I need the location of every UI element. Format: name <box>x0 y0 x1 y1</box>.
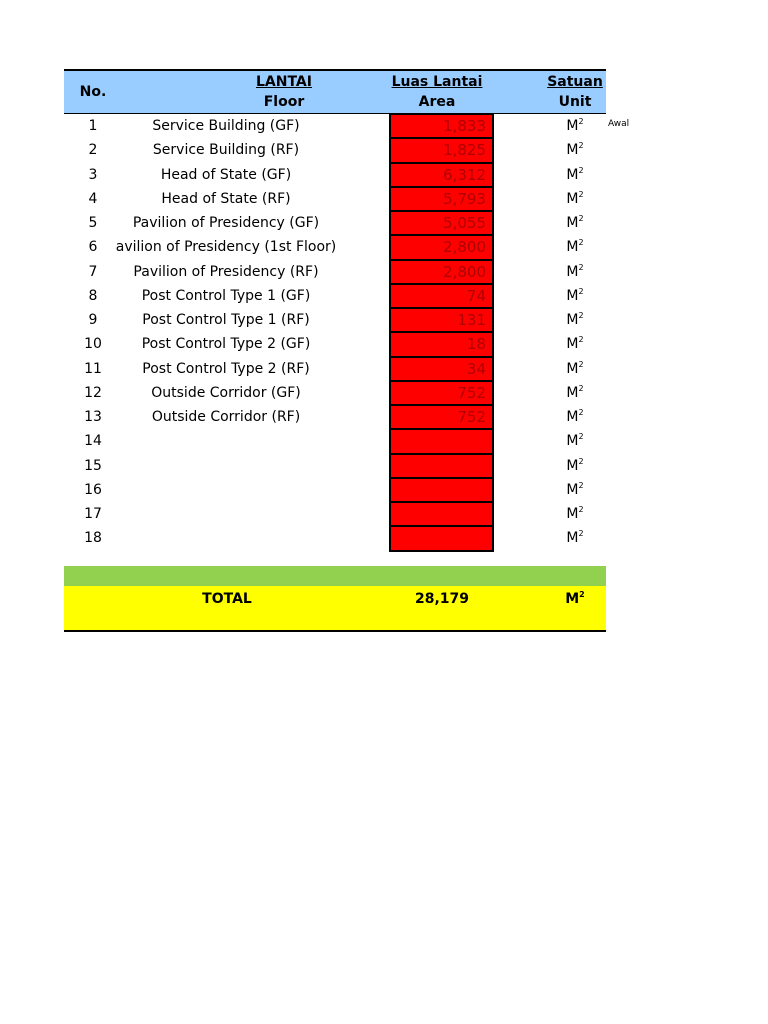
header-unit[interactable] <box>534 71 616 113</box>
area-cell[interactable]: 5,055 <box>389 211 494 235</box>
header-unit-id: Satuan <box>547 74 603 90</box>
area-table <box>64 69 630 607</box>
row-number[interactable]: 16 <box>84 481 102 498</box>
header-floor-id: LANTAI <box>256 74 312 90</box>
unit-base: M <box>565 591 580 607</box>
area-cell[interactable]: 131 <box>389 308 494 332</box>
unit-superscript: 2 <box>578 335 584 345</box>
unit-cell[interactable] <box>534 478 616 502</box>
note-cell[interactable]: Awal <box>608 119 630 129</box>
unit-superscript: 2 <box>578 480 584 490</box>
unit-base: M <box>566 142 579 159</box>
unit-superscript: 2 <box>578 432 584 442</box>
row-number[interactable]: 14 <box>84 433 102 450</box>
floor-cell[interactable]: avilion of Presidency (1st Floor) <box>115 239 337 256</box>
area-cell[interactable]: 2,800 <box>389 235 494 259</box>
header-floor-en: Floor <box>263 94 305 110</box>
floor-cell[interactable]: Post Control Type 2 (RF) <box>142 360 310 377</box>
floor-cell[interactable]: Service Building (RF) <box>152 142 300 159</box>
floor-cell[interactable]: Post Control Type 1 (GF) <box>141 287 311 304</box>
row-number[interactable]: 5 <box>88 215 98 231</box>
floor-cell[interactable]: Post Control Type 2 (GF) <box>141 336 311 353</box>
floor-cell[interactable]: Outside Corridor (RF) <box>151 409 301 425</box>
unit-base: M <box>566 409 579 425</box>
table-row <box>64 114 630 138</box>
unit-cell[interactable] <box>534 332 616 356</box>
table-row <box>64 235 606 259</box>
table-row <box>64 163 606 187</box>
unit-base: M <box>566 360 579 377</box>
unit-cell[interactable] <box>534 429 616 453</box>
area-cell[interactable]: 34 <box>389 357 494 381</box>
header-row <box>64 69 606 114</box>
row-number[interactable]: 4 <box>88 190 98 207</box>
floor-cell[interactable]: Pavilion of Presidency (RF) <box>133 263 319 280</box>
table-row <box>64 211 606 235</box>
separator-row[interactable] <box>64 566 606 586</box>
table-row <box>64 138 606 162</box>
total-row <box>64 586 606 632</box>
table-row <box>64 381 606 405</box>
header-area-en: Area <box>418 94 456 110</box>
area-cell[interactable]: 752 <box>389 405 494 429</box>
unit-base: M <box>566 312 579 328</box>
area-cell[interactable] <box>389 526 494 551</box>
unit-base: M <box>566 118 579 134</box>
area-cell[interactable] <box>389 478 494 502</box>
header-area[interactable] <box>389 71 485 113</box>
area-cell[interactable]: 1,825 <box>389 138 494 162</box>
table-row <box>64 502 606 526</box>
unit-superscript: 2 <box>578 117 584 126</box>
unit-cell[interactable] <box>534 235 616 259</box>
unit-superscript: 2 <box>578 529 584 539</box>
unit-base: M <box>566 506 579 522</box>
area-cell[interactable]: 2,800 <box>389 260 494 284</box>
table-row <box>64 526 606 550</box>
floor-cell[interactable]: Pavilion of Presidency (GF) <box>132 215 320 231</box>
unit-cell[interactable] <box>534 357 616 381</box>
floor-cell[interactable]: Service Building (GF) <box>152 118 300 134</box>
row-number[interactable]: 1 <box>88 118 98 134</box>
unit-cell[interactable] <box>534 381 616 405</box>
unit-cell[interactable] <box>534 405 616 429</box>
unit-superscript: 2 <box>578 141 584 151</box>
unit-cell[interactable] <box>534 308 616 332</box>
unit-superscript: 2 <box>578 189 584 199</box>
unit-base: M <box>566 190 579 207</box>
area-cell[interactable]: 1,833 <box>389 114 494 138</box>
unit-base: M <box>566 433 579 450</box>
row-number[interactable]: 8 <box>88 287 98 304</box>
unit-superscript: 2 <box>578 383 584 393</box>
table-row <box>64 405 606 429</box>
area-cell[interactable] <box>389 429 494 453</box>
table-row <box>64 454 606 478</box>
header-unit-en: Unit <box>558 94 592 110</box>
floor-cell[interactable]: Outside Corridor (GF) <box>151 384 301 401</box>
floor-cell[interactable]: Head of State (GF) <box>160 166 292 183</box>
total-label[interactable]: TOTAL <box>202 591 252 607</box>
unit-base: M <box>566 239 579 256</box>
row-number[interactable]: 6 <box>88 239 98 256</box>
area-cell[interactable] <box>389 454 494 478</box>
unit-base: M <box>566 336 579 353</box>
table-row <box>64 260 606 284</box>
unit-cell[interactable] <box>534 163 616 187</box>
unit-superscript: 2 <box>578 359 584 369</box>
area-cell[interactable]: 74 <box>389 284 494 308</box>
unit-superscript: 2 <box>578 311 584 320</box>
unit-base: M <box>566 530 579 547</box>
area-cell[interactable]: 5,793 <box>389 187 494 211</box>
table-row <box>64 478 606 502</box>
row-number[interactable]: 3 <box>88 166 98 183</box>
row-number[interactable]: 17 <box>84 506 102 522</box>
floor-cell[interactable]: Post Control Type 1 (RF) <box>142 312 310 328</box>
unit-cell[interactable] <box>534 211 616 235</box>
row-number[interactable]: 18 <box>84 530 102 547</box>
area-cell[interactable]: 6,312 <box>389 163 494 187</box>
unit-superscript: 2 <box>578 408 584 417</box>
unit-cell[interactable] <box>534 284 616 308</box>
unit-superscript: 2 <box>578 214 584 223</box>
row-number[interactable]: 11 <box>84 360 102 377</box>
area-cell[interactable]: 752 <box>389 381 494 405</box>
table-body <box>64 114 630 551</box>
total-unit[interactable] <box>534 590 616 608</box>
unit-superscript: 2 <box>578 286 584 296</box>
unit-superscript: 2 <box>578 165 584 175</box>
floor-cell[interactable]: Head of State (RF) <box>161 190 291 207</box>
row-number[interactable]: 9 <box>88 312 98 328</box>
row-number[interactable]: 12 <box>84 384 102 401</box>
unit-cell[interactable] <box>534 187 616 211</box>
unit-cell[interactable] <box>534 138 616 162</box>
unit-superscript: 2 <box>578 505 584 514</box>
total-value[interactable]: 28,179 <box>414 591 470 607</box>
unit-cell[interactable] <box>534 502 616 526</box>
row-number[interactable]: 15 <box>84 457 102 474</box>
row-number[interactable]: 13 <box>84 409 102 425</box>
unit-cell[interactable] <box>534 526 616 550</box>
unit-base: M <box>566 457 579 474</box>
row-number[interactable]: 10 <box>84 336 102 353</box>
table-row <box>64 357 606 381</box>
table-row <box>64 308 606 332</box>
unit-base: M <box>566 215 579 231</box>
header-area-id: Luas Lantai <box>391 74 483 90</box>
table-row <box>64 429 606 453</box>
unit-base: M <box>566 384 579 401</box>
unit-cell[interactable] <box>534 454 616 478</box>
unit-base: M <box>566 166 579 183</box>
area-cell[interactable]: 18 <box>389 332 494 356</box>
table-row <box>64 187 606 211</box>
table-row <box>64 284 606 308</box>
unit-cell[interactable] <box>534 114 616 138</box>
unit-superscript: 2 <box>578 238 584 248</box>
unit-superscript: 2 <box>578 262 584 272</box>
unit-cell[interactable] <box>534 260 616 284</box>
header-no[interactable]: No. <box>79 84 107 100</box>
unit-superscript: 2 <box>578 456 584 466</box>
table-row <box>64 332 606 356</box>
unit-base: M <box>566 287 579 304</box>
unit-base: M <box>566 481 579 498</box>
row-number[interactable]: 7 <box>88 263 98 280</box>
unit-superscript: 2 <box>579 590 585 599</box>
area-cell[interactable] <box>389 502 494 526</box>
row-number[interactable]: 2 <box>88 142 98 159</box>
unit-base: M <box>566 263 579 280</box>
